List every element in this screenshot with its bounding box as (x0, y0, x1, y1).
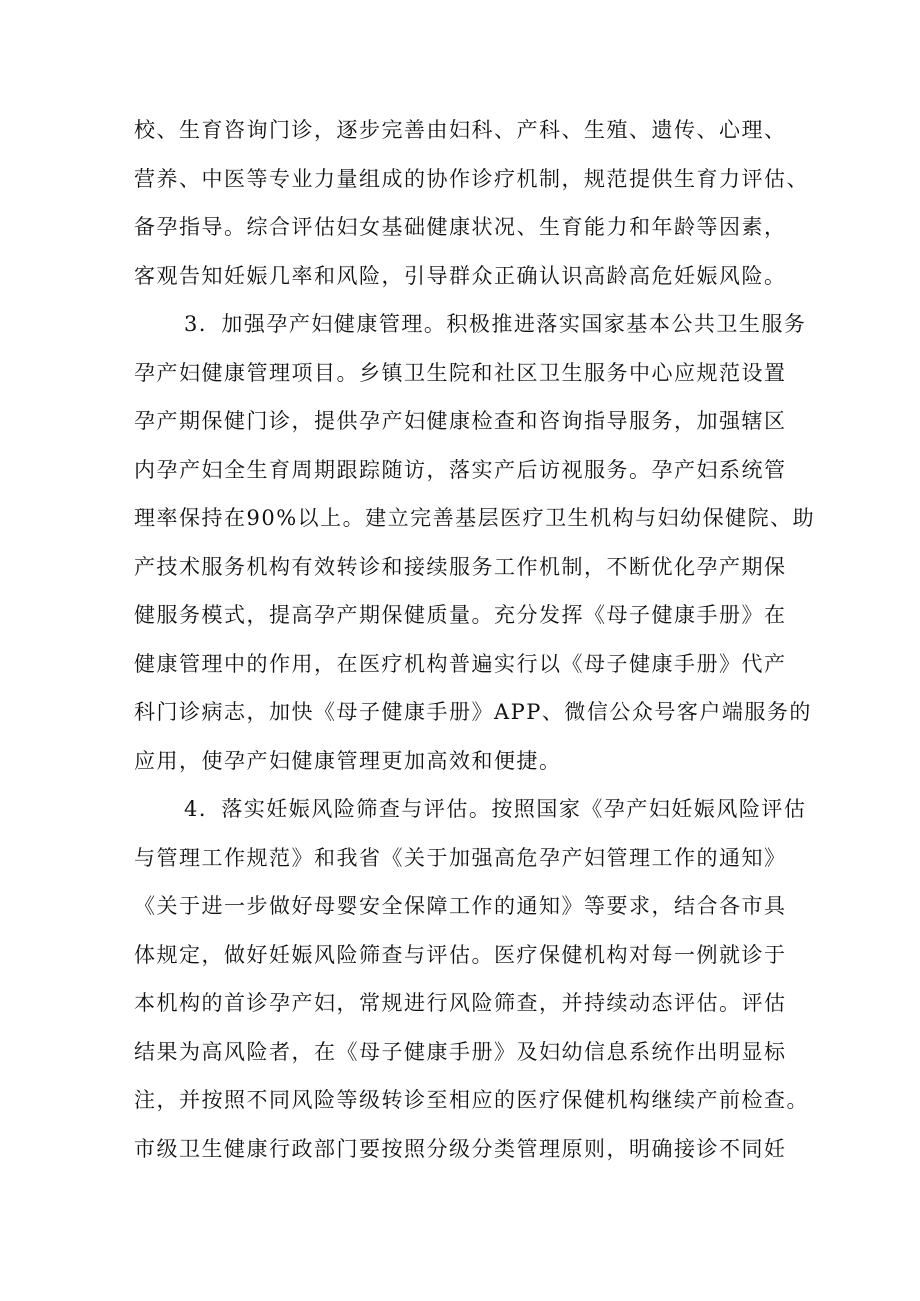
text-line: 与管理工作规范》和我省《关于加强高危孕产妇管理工作的通知》 (134, 845, 787, 870)
text-line: 本机构的首诊孕产妇，常规进行风险筛查，并持续动态评估。评估 (134, 991, 787, 1015)
paragraph-first-line: 4．落实妊娠风险筛查与评估。按照国家《孕产妇妊娠风险评估 (184, 797, 807, 821)
text-line: 内孕产妇全生育周期跟踪随访，落实产后访视服务。孕产妇系统管 (134, 457, 787, 482)
text-line: 结果为高风险者，在《母子健康手册》及妇幼信息系统作出明显标 (134, 1039, 787, 1064)
document-page (134, 106, 834, 1173)
text-line: 注，并按照不同风险等级转诊至相应的医疗保健机构继续产前检查。 (134, 1088, 809, 1112)
text-line: 孕产妇健康管理项目。乡镇卫生院和社区卫生服务中心应规范设置 (134, 360, 787, 385)
text-line: 市级卫生健康行政部门要按照分级分类管理原则，明确接诊不同妊 (134, 1136, 787, 1161)
text-line: 《关于进一步做好母婴安全保障工作的通知》等要求，结合各市具 (134, 894, 787, 918)
text-line: 营养、中医等专业力量组成的协作诊疗机制，规范提供生育力评估、 (134, 166, 809, 191)
text-line: 应用，使孕产妇健康管理更加高效和便捷。 (134, 748, 562, 773)
text-line: 理率保持在90%以上。建立完善基层医疗卫生机构与妇幼保健院、助 (134, 506, 816, 530)
text-line: 孕产期保健门诊，提供孕产妇健康检查和咨询指导服务，加强辖区 (134, 409, 787, 433)
text-line: 健服务模式，提高孕产期保健质量。充分发挥《母子健康手册》在 (134, 603, 787, 627)
text-line: 科门诊病志，加快《母子健康手册》APP、微信公众号客户端服务的 (134, 700, 812, 724)
text-line: 校、生育咨询门诊，逐步完善由妇科、产科、生殖、遗传、心理、 (134, 118, 787, 142)
text-line: 产技术服务机构有效转诊和接续服务工作机制，不断优化孕产期保 (134, 554, 787, 579)
text-line: 备孕指导。综合评估妇女基础健康状况、生育能力和年龄等因素， (134, 215, 787, 239)
text-line: 客观告知妊娠几率和风险，引导群众正确认识高龄高危妊娠风险。 (134, 263, 787, 288)
text-line: 健康管理中的作用，在医疗机构普遍实行以《母子健康手册》代产 (134, 651, 787, 676)
paragraph-first-line: 3．加强孕产妇健康管理。积极推进落实国家基本公共卫生服务 (184, 312, 807, 336)
text-line: 体规定，做好妊娠风险筛查与评估。医疗保健机构对每一例就诊于 (134, 942, 787, 967)
